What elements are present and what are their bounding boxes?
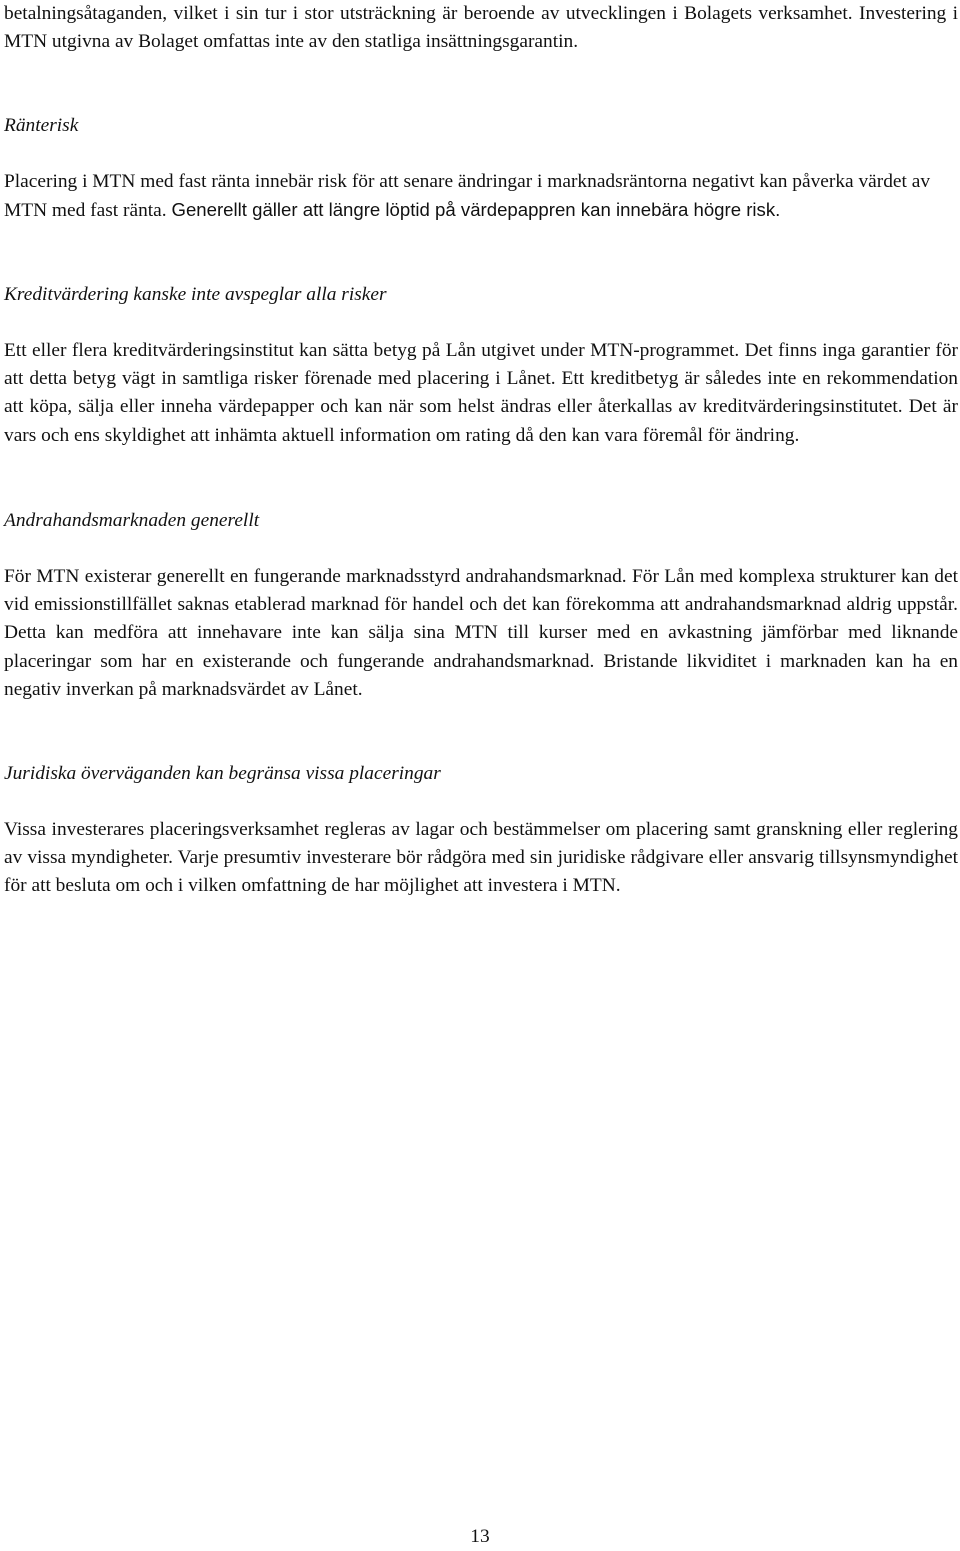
ranterisk-text-part1: Placering i MTN med fast ränta innebär risk för att senare ändringar i marknadsräntorna negativt kan påverka värdet av MTN med fast ränta. (4, 171, 931, 222)
intro-paragraph: betalningsåtaganden, vilket i sin tur i stor utsträckning är beroende av utvecklingen i Bolagets verksamhet. Investering i MTN utgivna av Bolaget omfattas inte av den statliga insättningsgarantin. (4, 3, 958, 53)
section-heading-ranterisk: Ränterisk (4, 115, 79, 136)
ranterisk-text-part2: Generellt gäller att längre löptid på värdepappren kan innebära högre risk. (171, 199, 781, 221)
page-number: 13 (470, 1526, 490, 1547)
section-heading-andrahandsmarknaden: Andrahandsmarknaden generellt (4, 510, 260, 531)
section-paragraph-juridiska: Vissa investerares placeringsverksamhet regleras av lagar och bestämmelser om placering samt granskning eller reglering av vissa myndigheter. Varje presumtiv investerare bör rådgöra med sin juridiske rådgivare eller ansvarig tillsynsmyndighet för att besluta om och i vilken omfattning de har möjlighet att investera i MTN. (4, 819, 958, 897)
section-heading-kreditvardering: Kreditvärdering kanske inte avspeglar alla risker (4, 284, 387, 305)
section-paragraph-ranterisk (4, 168, 960, 225)
section-paragraph-andrahandsmarknaden: För MTN existerar generellt en fungerande marknadsstyrd andrahandsmarknad. För Lån med komplexa strukturer kan det vid emissionstillfället saknas etablerad marknad för handel och det kan förekomma att andrahandsmarknad aldrig uppstår. Detta kan medföra att innehavare inte kan sälja sina MTN till kurser med en avkastning jämförbar med liknande placeringar som har en existerande och fungerande andrahandsmarknad. Bristande likviditet i marknaden kan ha en negativ inverkan på marknadsvärdet av Lånet. (4, 566, 958, 700)
section-heading-juridiska: Juridiska överväganden kan begränsa vissa placeringar (4, 763, 441, 784)
section-paragraph-kreditvardering: Ett eller flera kreditvärderingsinstitut kan sätta betyg på Lån utgivet under MTN-programmet. Det finns inga garantier för att detta betyg vägt in samtliga risker förenade med placering i Lånet. Ett kreditbetyg är således inte en rekommendation att köpa, sälja eller inneha värdepapper och kan när som helst ändras eller återkallas av kreditvärderingsinstitutet. Det är vars och ens skyldighet att inhämta aktuell information om rating då den kan vara föremål för ändring. (4, 340, 958, 446)
